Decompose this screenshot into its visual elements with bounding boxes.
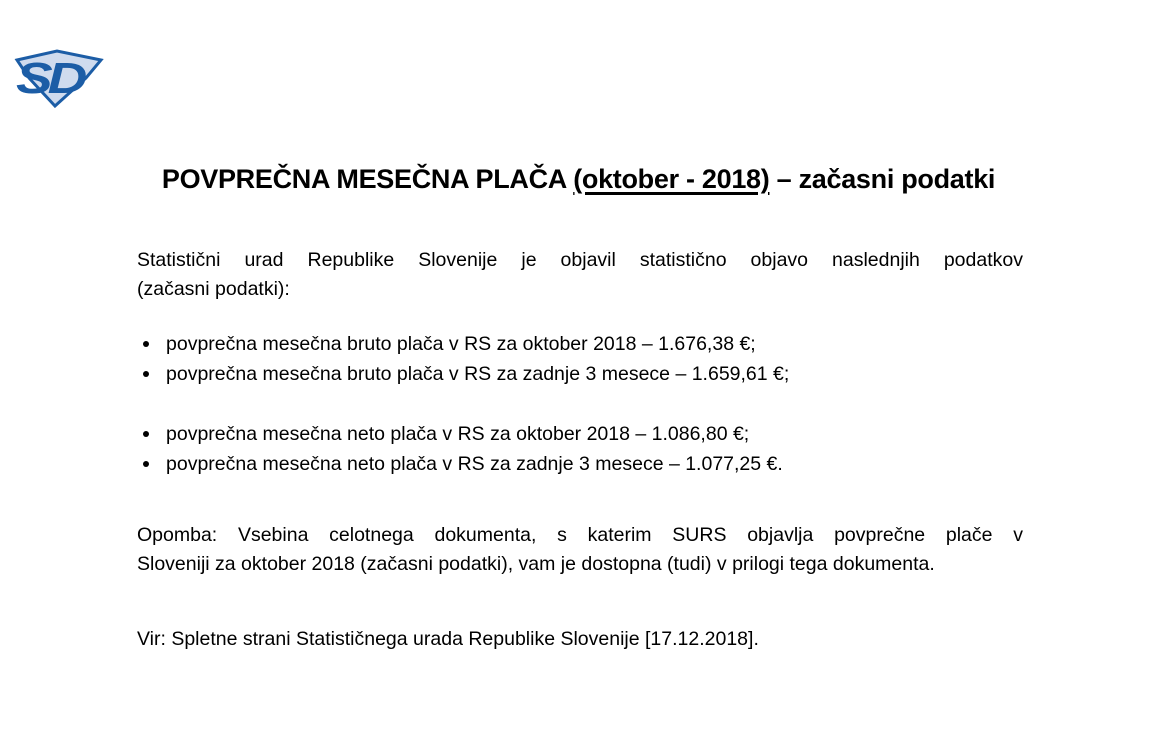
source-line: Vir: Spletne strani Statističnega urada Republike Slovenije [17.12.2018]. [137, 628, 759, 650]
bullet-text: povprečna mesečna neto plača v RS za zadnje 3 mesece – 1.077,25 €. [166, 453, 783, 475]
bullet-text: povprečna mesečna bruto plača v RS za oktober 2018 – 1.676,38 €; [166, 333, 756, 355]
bullet-item-neto-oktober [137, 419, 1023, 449]
note-line-2: Sloveniji za oktober 2018 (začasni podatki), vam je dostopna (tudi) v prilogi tega dokumenta. [137, 553, 935, 575]
title-suffix: – začasni podatki [769, 164, 996, 194]
bullet-text: povprečna mesečna bruto plača v RS za zadnje 3 mesece – 1.659,61 €; [166, 363, 790, 385]
title-underlined-date: (oktober - 2018) [573, 164, 770, 194]
intro-paragraph [137, 246, 1023, 304]
bullet-item-bruto-3-mesece [137, 359, 1023, 389]
intro-line-2: (začasni podatki): [137, 278, 290, 300]
bullet-dot [143, 431, 149, 437]
intro-line-1: Statistični urad Republike Slovenije je objavil statistično objavo naslednjih podatkov [137, 249, 1023, 271]
bullet-item-bruto-oktober [137, 329, 1023, 359]
bullet-text: povprečna mesečna neto plača v RS za oktober 2018 – 1.086,80 €; [166, 423, 750, 445]
bullet-list-neto [137, 419, 1023, 479]
bullet-dot [143, 461, 149, 467]
bullet-dot [143, 371, 149, 377]
bullet-item-neto-3-mesece [137, 449, 1023, 479]
sd-shield-logo-icon [14, 46, 104, 108]
page-title [0, 163, 1157, 196]
note-paragraph [137, 521, 1023, 579]
logo-letters: SD [16, 53, 83, 103]
bullet-list-bruto [137, 329, 1023, 389]
note-line-1: Opomba: Vsebina celotnega dokumenta, s katerim SURS objavlja povprečne plače v [137, 524, 1023, 546]
bullet-dot [143, 341, 149, 347]
title-prefix: POVPREČNA MESEČNA PLAČA [161, 164, 574, 194]
